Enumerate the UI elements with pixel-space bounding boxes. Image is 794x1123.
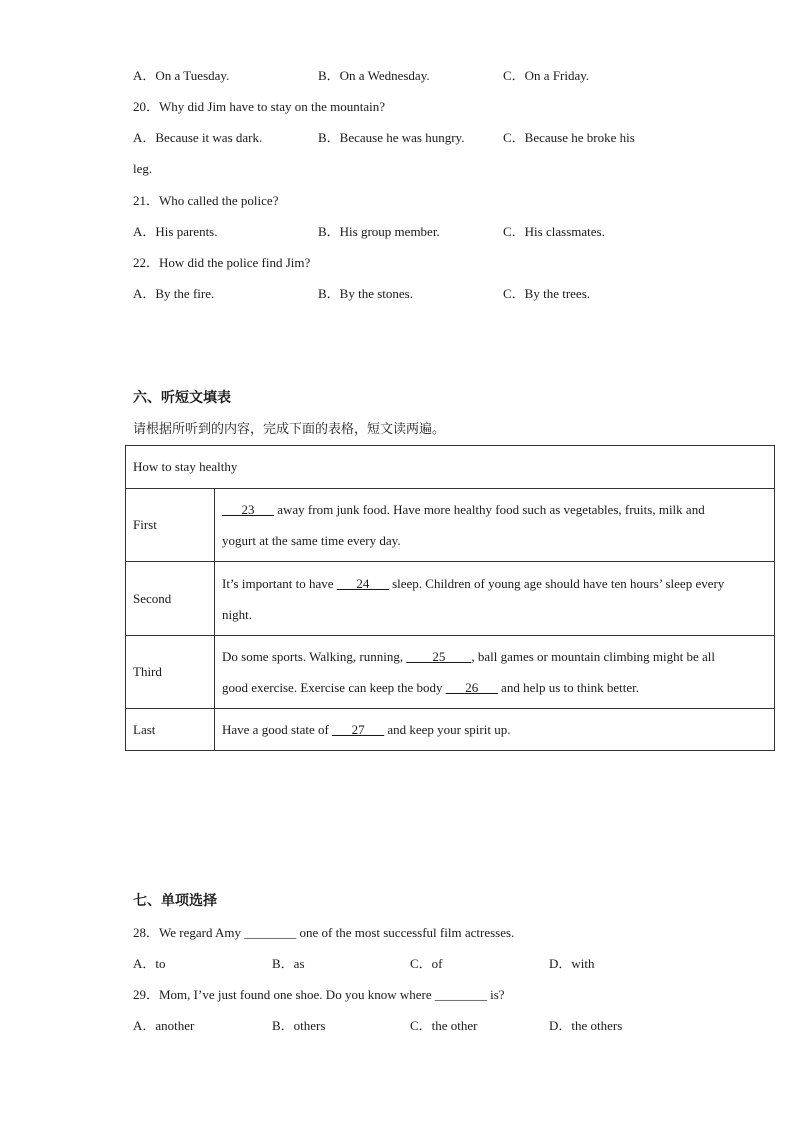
q28-option-a[interactable]: A．to	[133, 956, 166, 971]
row-second-text-1: sleep. Children of young age should have ten hours’ sleep every	[388, 575, 725, 591]
q22-option-c[interactable]: C．By the trees.	[503, 286, 591, 301]
q29-option-b[interactable]: B．others	[272, 1018, 326, 1033]
blank-24[interactable]: ___24___	[336, 575, 389, 591]
row-third-text-2: good exercise. Exercise can keep the body	[222, 680, 446, 695]
table-row	[126, 709, 775, 751]
row-content-first	[215, 489, 775, 562]
row-label-second: Second	[126, 562, 215, 636]
q21-option-a[interactable]: A．His parents.	[133, 224, 218, 239]
blank-26[interactable]: ___26___	[445, 680, 498, 695]
table-header-row	[126, 446, 775, 489]
section-7-title: 七、单项选择	[133, 893, 217, 909]
table-row	[126, 489, 775, 562]
row-content-second	[215, 562, 775, 636]
row-first-text-1: away from junk food. Have more healthy food such as vegetables, fruits, milk and	[274, 502, 705, 517]
row-content-third	[215, 636, 775, 709]
row-first-text-2: yogurt at the same time every day.	[222, 533, 401, 548]
q28-option-d[interactable]: D．with	[549, 956, 595, 971]
table-row	[126, 562, 775, 636]
q19-option-c[interactable]: C．On a Friday.	[503, 68, 590, 83]
section-6-instruction: 请根据所听到的内容，完成下面的表格，短文读两遍。	[133, 422, 446, 437]
row-second-text-2: night.	[222, 606, 252, 622]
row-third-text-3: and help us to think better.	[497, 680, 639, 695]
q22-question: 22．How did the police find Jim?	[133, 255, 311, 270]
row-content-last	[215, 709, 775, 751]
q28-option-b[interactable]: B．as	[272, 956, 305, 971]
row-last-text-post: and keep your spirit up.	[384, 721, 511, 737]
q20-question: 20．Why did Jim have to stay on the mountain?	[133, 99, 386, 114]
blank-25[interactable]: ____25____	[406, 649, 472, 664]
fill-in-table	[125, 445, 775, 751]
q19-option-b[interactable]: B．On a Wednesday.	[318, 68, 430, 83]
row-third-text-1: , ball games or mountain climbing might be all	[471, 649, 716, 664]
q20-option-c-continuation: leg.	[133, 161, 153, 176]
row-label-third: Third	[126, 636, 215, 709]
q29-option-a[interactable]: A．another	[133, 1018, 195, 1033]
q20-option-b[interactable]: B．Because he was hungry.	[318, 130, 465, 145]
q22-option-a[interactable]: A．By the fire.	[133, 286, 215, 301]
row-label-last: Last	[126, 709, 215, 751]
blank-23[interactable]: ___23___	[222, 502, 274, 517]
q28-option-c[interactable]: C．of	[410, 956, 443, 971]
row-last-text-pre: Have a good state of	[222, 721, 333, 737]
row-label-first: First	[126, 489, 215, 562]
blank-27[interactable]: ___27___	[332, 721, 385, 737]
q28-question: 28．We regard Amy ________ one of the most successful film actresses.	[133, 925, 515, 940]
table-row	[126, 636, 775, 709]
q21-question: 21．Who called the police?	[133, 193, 279, 208]
q29-option-d[interactable]: D．the others	[549, 1018, 623, 1033]
q21-option-b[interactable]: B．His group member.	[318, 224, 440, 239]
q20-option-c[interactable]: C．Because he broke his	[503, 130, 635, 145]
row-third-text-pre: Do some sports. Walking, running,	[222, 649, 407, 664]
q20-option-a[interactable]: A．Because it was dark.	[133, 130, 263, 145]
section-6-title: 六、听短文填表	[133, 390, 231, 406]
row-second-text-pre: It’s important to have	[222, 575, 337, 591]
q29-question: 29．Mom, I’ve just found one shoe. Do you know where ________ is?	[133, 987, 505, 1002]
q29-option-c[interactable]: C．the other	[410, 1018, 478, 1033]
q21-option-c[interactable]: C．His classmates.	[503, 224, 605, 239]
q19-option-a[interactable]: A．On a Tuesday.	[133, 68, 230, 83]
q22-option-b[interactable]: B．By the stones.	[318, 286, 413, 301]
table-header: How to stay healthy	[126, 446, 775, 489]
